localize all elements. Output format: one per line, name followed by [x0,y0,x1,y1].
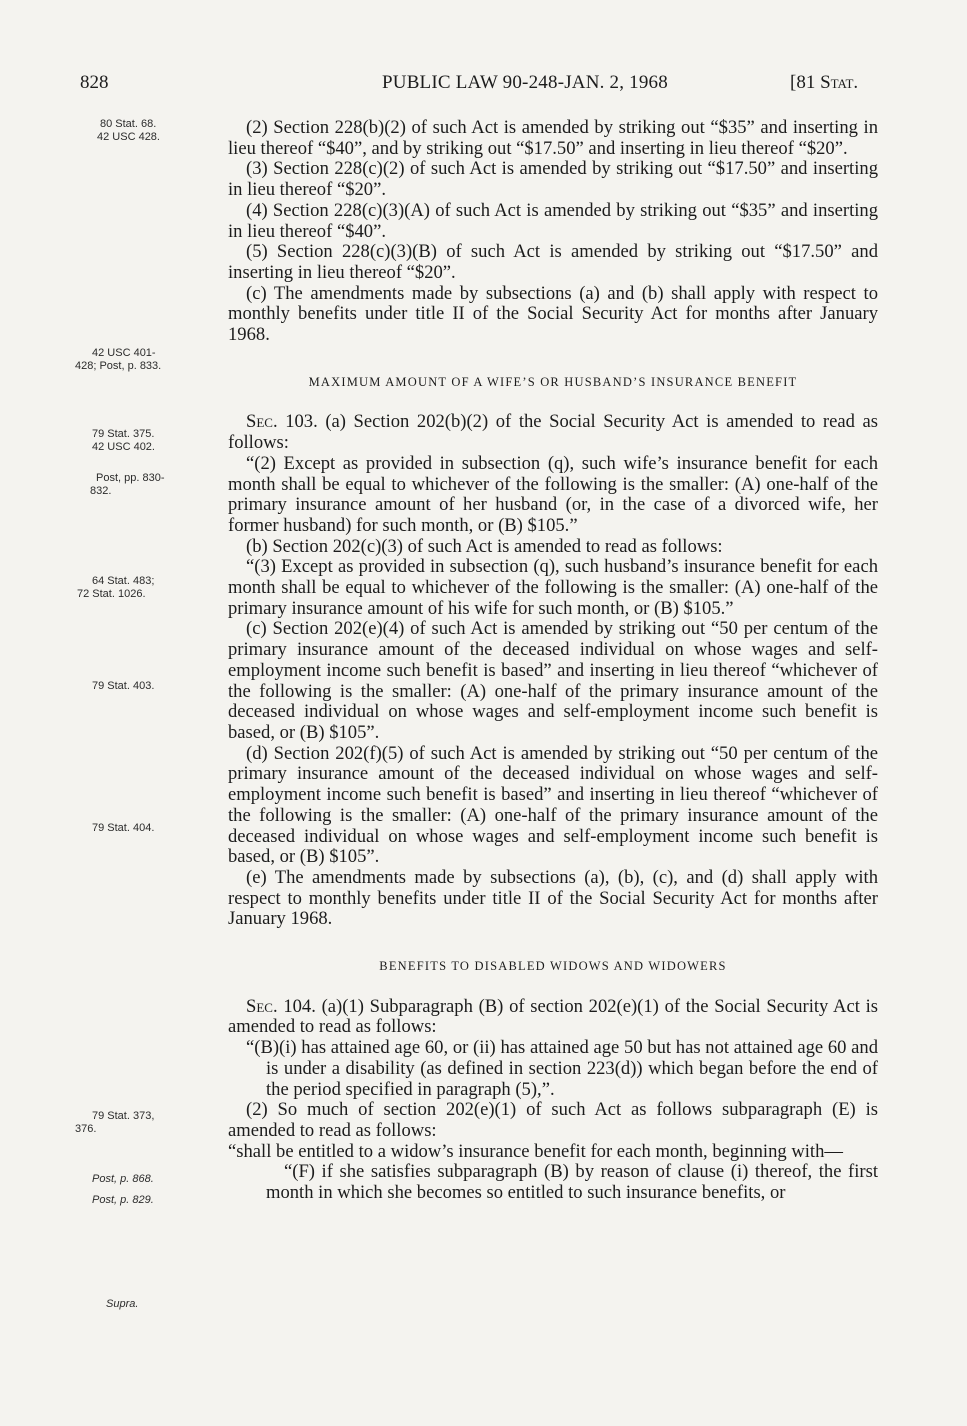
margin-note: 79 Stat. 373, 376. [75,1110,155,1135]
body-text [228,118,878,1204]
paragraph: (5) Section 228(c)(3)(B) of such Act is amended by striking out “$17.50” and inserting in lieu thereof “$20”. [228,241,878,283]
margin-note: 79 Stat. 375. 42 USC 402. [92,428,155,453]
section-paragraph: Sec. 103. (a) Section 202(b)(2) of the Social Security Act is amended to read as follows: [228,411,878,454]
margin-note: Post, p. 868. [92,1173,154,1185]
quoted-paragraph: “(2) Except as provided in subsection (q), such wife’s insurance benefit for each month shall be equal to whichever of the following is the smaller: (A) one-half of the primary insurance amount of her husband (or, in the case of a divorced wife, her former husband) for such month, or (B) $105.” [228,452,878,536]
paragraph: (e) The amendments made by subsections (a), (b), (c), and (d) shall apply with respect to monthly benefits under title II of the Social Security Act for months after January 1968. [228,866,878,930]
margin-note: Post, p. 829. [92,1194,154,1206]
paragraph: (4) Section 228(c)(3)(A) of such Act is amended by striking out “$35” and inserting in lieu thereof “$40”. [228,199,878,242]
margin-note: 80 Stat. 68. 42 USC 428. [97,118,160,143]
section-heading: BENEFITS TO DISABLED WIDOWS AND WIDOWERS [379,959,727,974]
quoted-paragraph: “shall be entitled to a widow’s insurance benefit for each month, beginning with— [228,1140,843,1162]
paragraph: (c) The amendments made by subsections (a) and (b) shall apply with respect to monthly benefits under title II of the Social Security Act for months after January 1968. [228,282,878,346]
quoted-paragraph: “(3) Except as provided in subsection (q), such husband’s insurance benefit for each month shall be equal to whichever of the following is the smaller: (A) one-half of the primary insurance amount of his wife for such month, or (B) $105.” [228,556,878,619]
margin-note: 64 Stat. 483; 72 Stat. 1026. [77,575,155,600]
section-heading: MAXIMUM AMOUNT OF A WIFE’S OR HUSBAND’S INSURANCE BENEFIT [308,374,798,389]
paragraph: (d) Section 202(f)(5) of such Act is amended by striking out “50 per centum of the primary insurance amount of the deceased individual on whose wages and self-employment income such benefit is based” and inserting in lieu thereof “whichever of the following is the smaller: (A) one-half of the primary insurance amount of the deceased individual on whose wages and self-employment income such benefit is based, or (B) $105”. [228,742,878,868]
running-title: PUBLIC LAW 90-248-JAN. 2, 1968 [382,72,668,93]
quoted-paragraph: “(B)(i) has attained age 60, or (ii) has attained age 50 but has not attained age 60 and is under a disability (as defined in section 223(d)) which began before the end of the period specified in paragraph (5),”. [246,1037,878,1100]
quoted-paragraph: “(F) if she satisfies subparagraph (B) by reason of clause (i) thereof, the first month in which she becomes so entitled to such insurance benefits, or [266,1161,878,1204]
paragraph: (2) So much of section 202(e)(1) of such Act as follows subparagraph (E) is amended to read as follows: [228,1099,878,1141]
margin-note: Supra. [106,1298,139,1310]
paragraph: (c) Section 202(e)(4) of such Act is amended by striking out “50 per centum of the primary insurance amount of the deceased individual on whose wages and self-employment income such benefit is based” and inserting in lieu thereof “whichever of the following is the smaller: (A) one-half of the primary insurance amount of the deceased individual on whose wages and self-employment income such benefit is based, or (B) $105”. [228,618,878,743]
statute-volume: [81 Stat. [790,72,859,93]
section-paragraph: Sec. 104. (a)(1) Subparagraph (B) of section 202(e)(1) of the Social Security Act is amended to read as follows: [228,995,878,1038]
paragraph: (2) Section 228(b)(2) of such Act is amended by striking out “$35” and inserting in lieu thereof “$40”, and by striking out “$17.50” and inserting in lieu thereof “$20”. [228,117,878,159]
margin-note: 42 USC 401- 428; Post, p. 833. [75,347,162,372]
paragraph: (3) Section 228(c)(2) of such Act is amended by striking out “$17.50” and inserting in lieu thereof “$20”. [228,158,878,201]
paragraph: (b) Section 202(c)(3) of such Act is amended to read as follows: [246,535,723,557]
margin-note: Post, pp. 830- 832. [90,472,165,497]
margin-note: 79 Stat. 403. [92,680,155,692]
margin-note: 79 Stat. 404. [92,822,155,834]
page-number: 828 [80,72,109,93]
